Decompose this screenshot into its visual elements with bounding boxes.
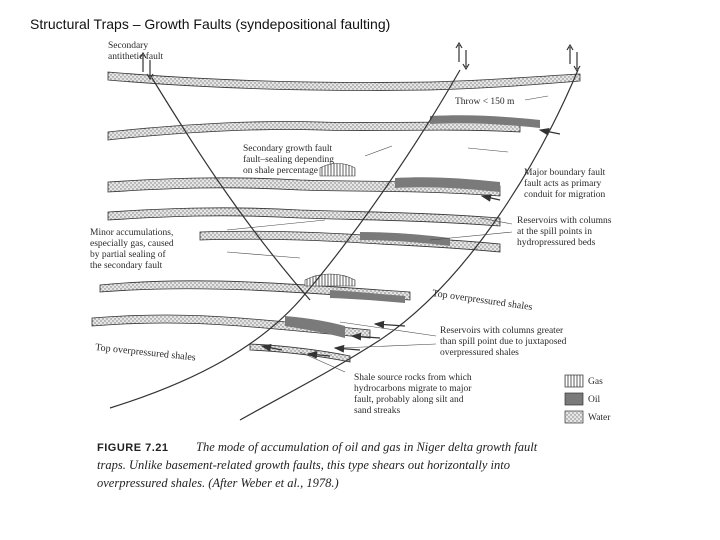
leader-line [468, 148, 508, 152]
label-shale-source: Shale source rocks from which hydrocarbons migrate to major fault, probably along silt and sand streaks [354, 373, 472, 416]
leader-line [525, 96, 548, 100]
label-secondary-antithetic: Secondary antithetic fault [108, 41, 164, 62]
motion-arrow-middle [456, 43, 469, 69]
leader-line [365, 146, 392, 156]
bed-5 [200, 231, 500, 252]
leader-line [340, 344, 436, 348]
label-major-boundary: Major boundary fault fault acts as primary conduit for migration [524, 168, 606, 200]
legend-oil-label: Oil [588, 395, 601, 405]
label-throw: Throw < 150 m [455, 97, 515, 107]
leader-line [430, 232, 512, 240]
label-reservoirs-greater: Reservoirs with columns greater than spill point due to juxtaposed overpressured shales [440, 326, 567, 358]
bed-1 [108, 72, 580, 91]
migration-arrow [482, 196, 500, 200]
label-top-overpressured-left: Top overpressured shales [94, 342, 197, 364]
slide-title: Structural Traps – Growth Faults (syndepositional faulting) [30, 16, 391, 32]
caption-line-3: overpressured shales. (After Weber et al., 1978.) [97, 476, 339, 490]
label-secondary-growth: Secondary growth fault fault–sealing depending on shale percentage [243, 144, 335, 176]
motion-arrow-right [567, 45, 580, 71]
legend-gas-swatch [565, 375, 583, 387]
legend [565, 375, 611, 423]
bed-2 [108, 121, 520, 140]
leader-line [227, 220, 325, 230]
label-reservoirs-spill: Reservoirs with columns at the spill points in hydropressured beds [517, 216, 612, 248]
legend-water-swatch [565, 411, 583, 423]
caption-line-1: The mode of accumulation of oil and gas in Niger delta growth fault [196, 440, 538, 454]
gas-cap-1 [320, 164, 355, 177]
bed-4 [108, 208, 500, 226]
leader-line [227, 252, 300, 258]
migration-arrow [335, 348, 360, 350]
oil-body-5 [285, 316, 345, 338]
caption-figure-number: FIGURE 7.21 [97, 442, 169, 454]
legend-water-label: Water [588, 413, 611, 423]
sand-beds [92, 72, 580, 362]
label-top-overpressured-right: Top overpressured shales [431, 288, 534, 314]
label-minor-accumulations: Minor accumulations, especially gas, caused by partial sealing of the secondary fault [90, 228, 174, 271]
caption-line-2: traps. Unlike basement-related growth faults, this type shears out horizontally into [97, 458, 510, 472]
legend-oil-swatch [565, 393, 583, 405]
legend-gas-label: Gas [588, 377, 603, 387]
fault-motion-arrows [140, 43, 580, 79]
figure-caption [97, 440, 538, 490]
